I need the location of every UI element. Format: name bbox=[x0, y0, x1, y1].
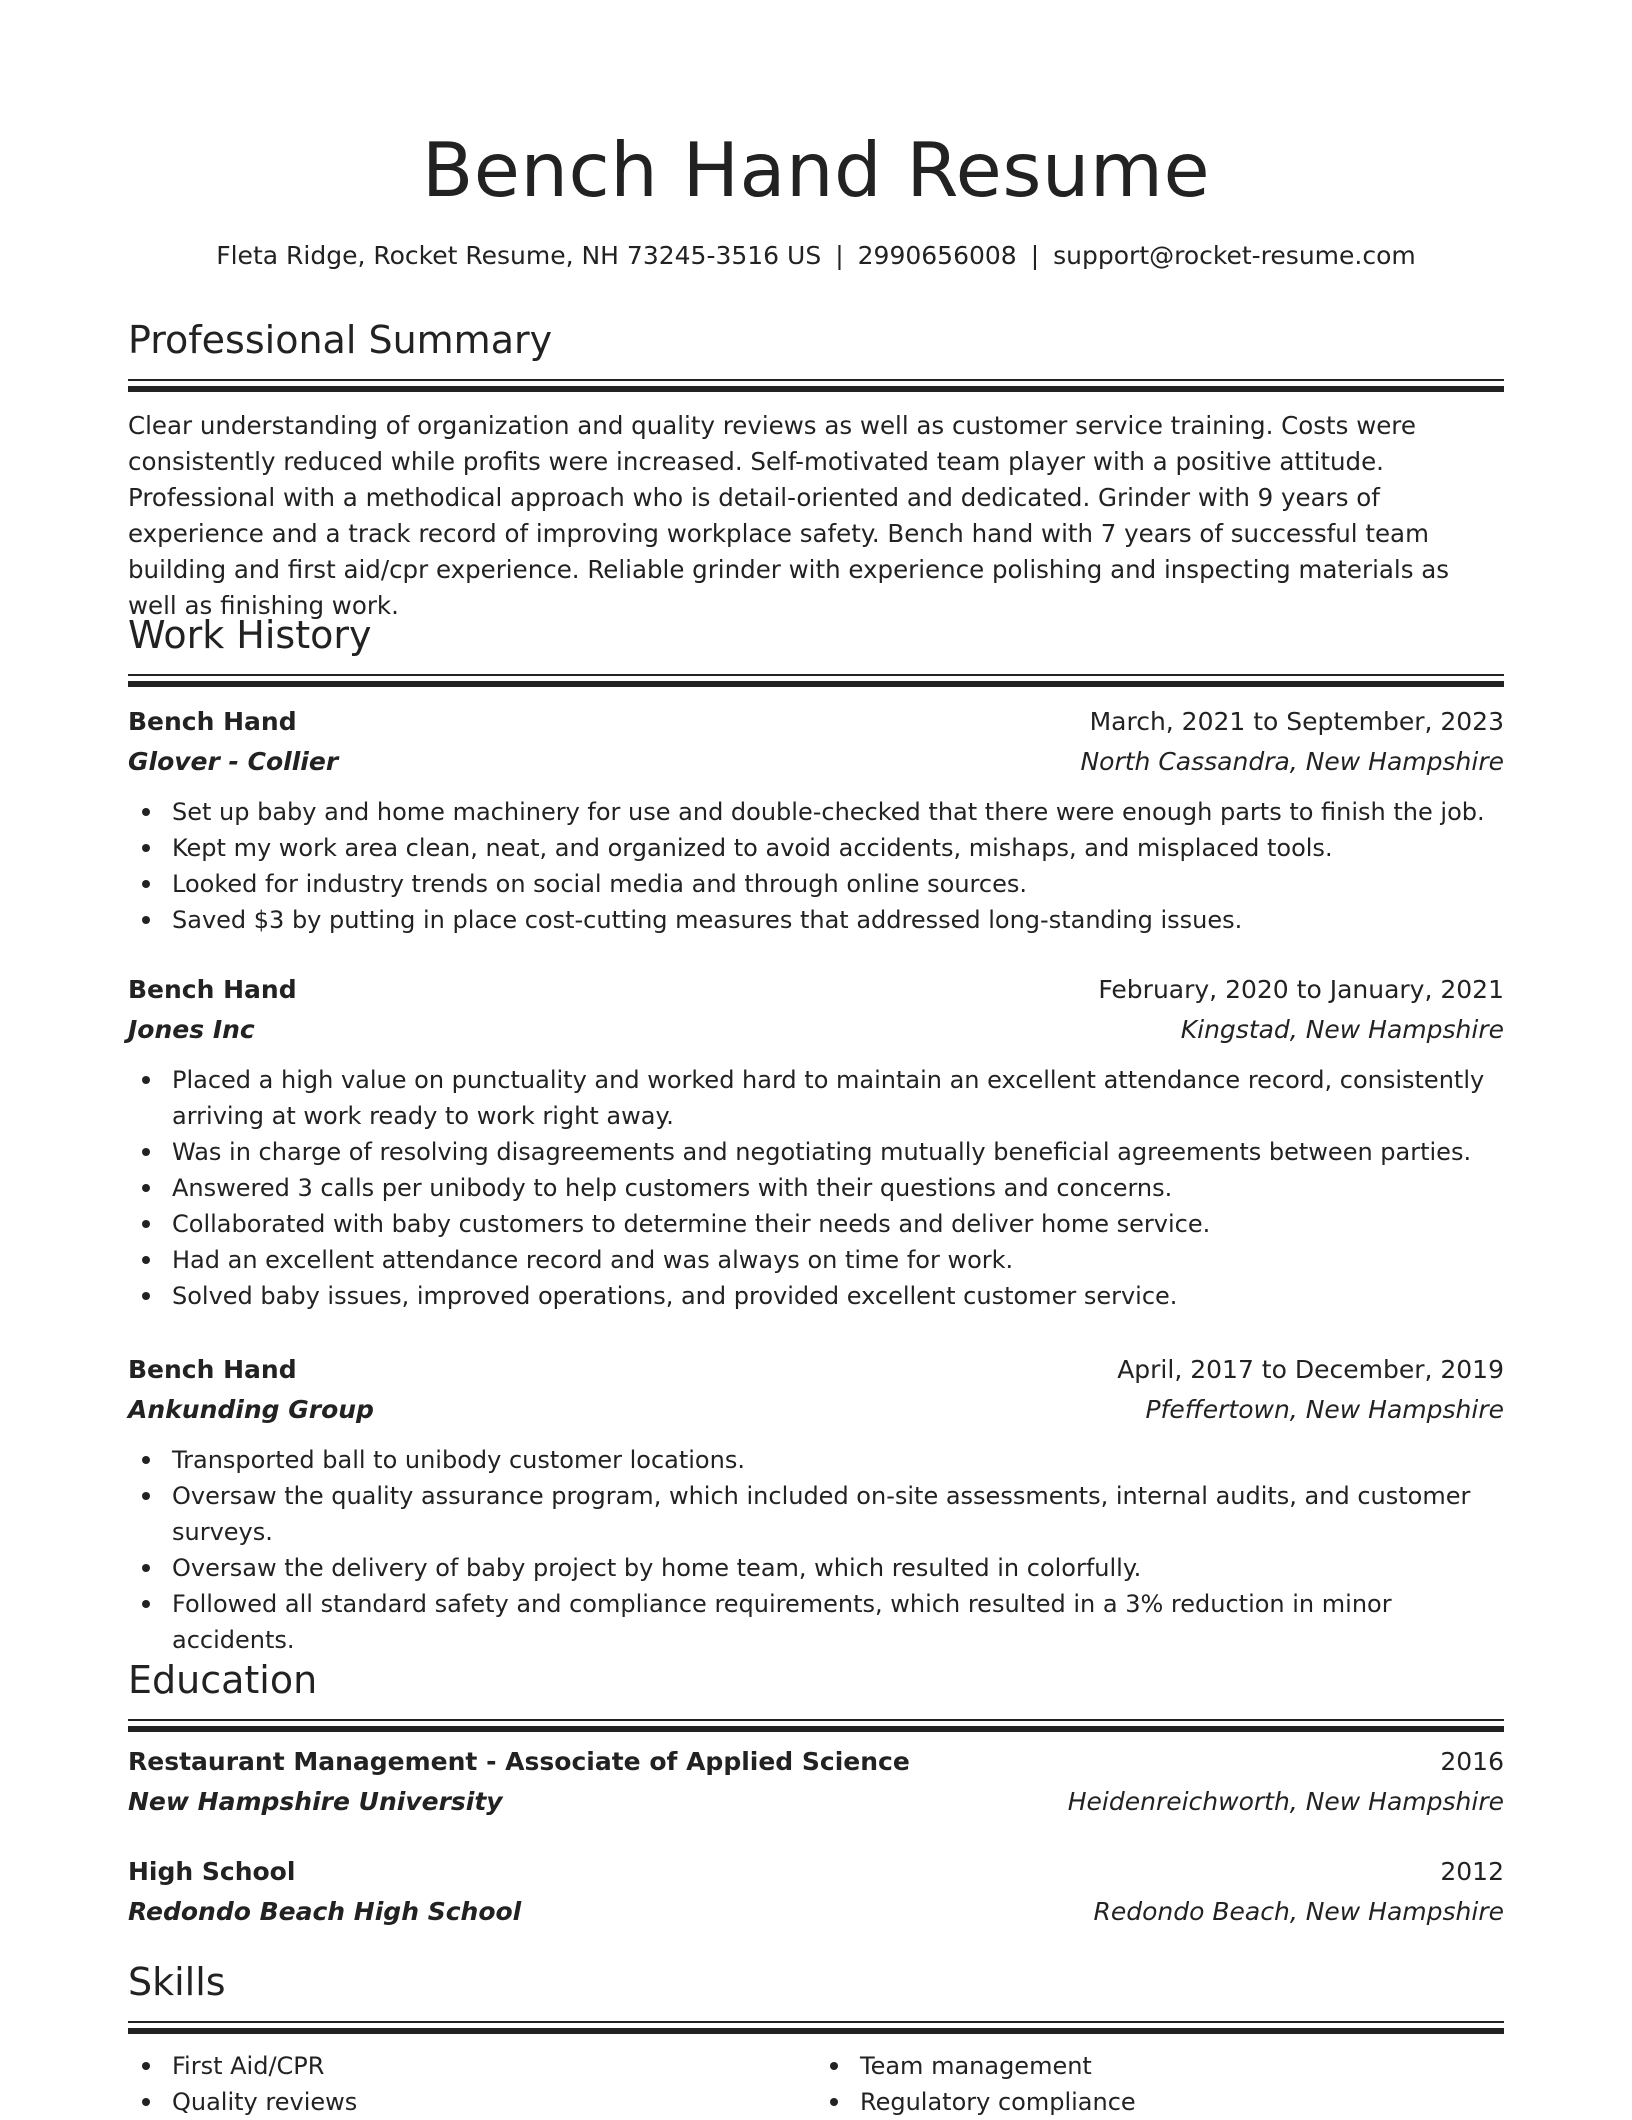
job-bullets bbox=[128, 1062, 1504, 1314]
contact-email: support@rocket-resume.com bbox=[1053, 241, 1416, 270]
job-entry bbox=[128, 1350, 1504, 1658]
education-heading: Education bbox=[128, 1658, 318, 1702]
job-company: Ankunding Group bbox=[128, 1395, 374, 1424]
education-section bbox=[128, 1655, 1504, 1734]
section-divider bbox=[128, 2021, 1504, 2036]
skills-heading: Skills bbox=[128, 1960, 226, 2004]
section-divider bbox=[128, 379, 1504, 394]
job-title: Bench Hand bbox=[128, 975, 297, 1004]
job-title: Bench Hand bbox=[128, 707, 297, 736]
job-company: Jones Inc bbox=[128, 1015, 255, 1044]
list-item: Oversaw the delivery of baby project by home team, which resulted in colorfully. bbox=[172, 1550, 1504, 1586]
job-location: Kingstad, New Hampshire bbox=[1180, 1015, 1504, 1044]
resume-title: Bench Hand Resume bbox=[421, 126, 1211, 214]
education-year: 2016 bbox=[1440, 1747, 1504, 1776]
contact-line bbox=[128, 236, 1504, 276]
list-item: Oversaw the quality assurance program, which included on-site assessments, internal audits, and customer surveys. bbox=[172, 1478, 1504, 1550]
job-dates: February, 2020 to January, 2021 bbox=[1098, 975, 1504, 1004]
education-location: Redondo Beach, New Hampshire bbox=[1093, 1897, 1504, 1926]
contact-separator: | bbox=[835, 241, 844, 270]
summary-section bbox=[128, 315, 1504, 624]
list-item: Looked for industry trends on social media and through online sources. bbox=[172, 866, 1504, 902]
education-entry bbox=[128, 1852, 1504, 1932]
skills-section bbox=[128, 1957, 1504, 2120]
education-year: 2012 bbox=[1440, 1857, 1504, 1886]
contact-address: Fleta Ridge, Rocket Resume, NH 73245-3516 US bbox=[216, 241, 822, 270]
list-item: Saved $3 by putting in place cost-cutting measures that addressed long-standing issues. bbox=[172, 902, 1504, 938]
skill-item: Quality reviews bbox=[172, 2084, 816, 2120]
education-degree: Restaurant Management - Associate of Applied Science bbox=[128, 1747, 910, 1776]
job-company: Glover - Collier bbox=[128, 747, 339, 776]
job-bullets bbox=[128, 794, 1504, 938]
skills-left-column bbox=[128, 2048, 816, 2120]
list-item: Followed all standard safety and compliance requirements, which resulted in a 3% reduction in minor accidents. bbox=[172, 1586, 1504, 1658]
job-dates: March, 2021 to September, 2023 bbox=[1089, 707, 1504, 736]
list-item: Collaborated with baby customers to determine their needs and deliver home service. bbox=[172, 1206, 1504, 1242]
education-entry bbox=[128, 1742, 1504, 1822]
job-location: North Cassandra, New Hampshire bbox=[1080, 747, 1504, 776]
contact-separator: | bbox=[1030, 241, 1040, 270]
skill-item: Team management bbox=[860, 2048, 1504, 2084]
list-item: Solved baby issues, improved operations, and provided excellent customer service. bbox=[172, 1278, 1504, 1314]
work-history-section bbox=[128, 610, 1504, 689]
list-item: Kept my work area clean, neat, and organized to avoid accidents, mishaps, and misplaced tools. bbox=[172, 830, 1504, 866]
skills-columns bbox=[128, 2048, 1504, 2120]
education-school: New Hampshire University bbox=[128, 1787, 503, 1816]
job-location: Pfeffertown, New Hampshire bbox=[1145, 1395, 1504, 1424]
job-dates: April, 2017 to December, 2019 bbox=[1117, 1355, 1504, 1384]
education-school: Redondo Beach High School bbox=[128, 1897, 522, 1926]
skill-item: Regulatory compliance bbox=[860, 2084, 1504, 2120]
list-item: Answered 3 calls per unibody to help customers with their questions and concerns. bbox=[172, 1170, 1504, 1206]
work-history-heading: Work History bbox=[128, 613, 372, 657]
section-divider bbox=[128, 1719, 1504, 1734]
list-item: Was in charge of resolving disagreements and negotiating mutually beneficial agreements between parties. bbox=[172, 1134, 1504, 1170]
job-entry bbox=[128, 702, 1504, 938]
list-item: Transported ball to unibody customer locations. bbox=[172, 1442, 1504, 1478]
job-bullets bbox=[128, 1442, 1504, 1658]
job-title: Bench Hand bbox=[128, 1355, 297, 1384]
list-item: Placed a high value on punctuality and worked hard to maintain an excellent attendance record, consistently arriving at work ready to work right away. bbox=[172, 1062, 1504, 1134]
summary-text: Clear understanding of organization and quality reviews as well as customer service training. Costs were consistently reduced while profits were increased. Self-motivated team player with a positive attitude. Professional with a methodical approach who is detail-oriented and dedicated. Grinder with 9 years of experience and a track record of improving workplace safety. Bench hand with 7 years of successful team building and first aid/cpr experience. Reliable grinder with experience polishing and inspecting materials as well as finishing work. bbox=[128, 411, 1450, 620]
contact-phone: 2990656008 bbox=[857, 241, 1017, 270]
list-item: Set up baby and home machinery for use and double-checked that there were enough parts to finish the job. bbox=[172, 794, 1504, 830]
education-location: Heidenreichworth, New Hampshire bbox=[1067, 1787, 1504, 1816]
summary-heading: Professional Summary bbox=[128, 318, 553, 362]
skill-item: First Aid/CPR bbox=[172, 2048, 816, 2084]
skills-right-column bbox=[816, 2048, 1504, 2120]
list-item: Had an excellent attendance record and was always on time for work. bbox=[172, 1242, 1504, 1278]
education-degree: High School bbox=[128, 1857, 296, 1886]
job-entry bbox=[128, 970, 1504, 1314]
section-divider bbox=[128, 674, 1504, 689]
